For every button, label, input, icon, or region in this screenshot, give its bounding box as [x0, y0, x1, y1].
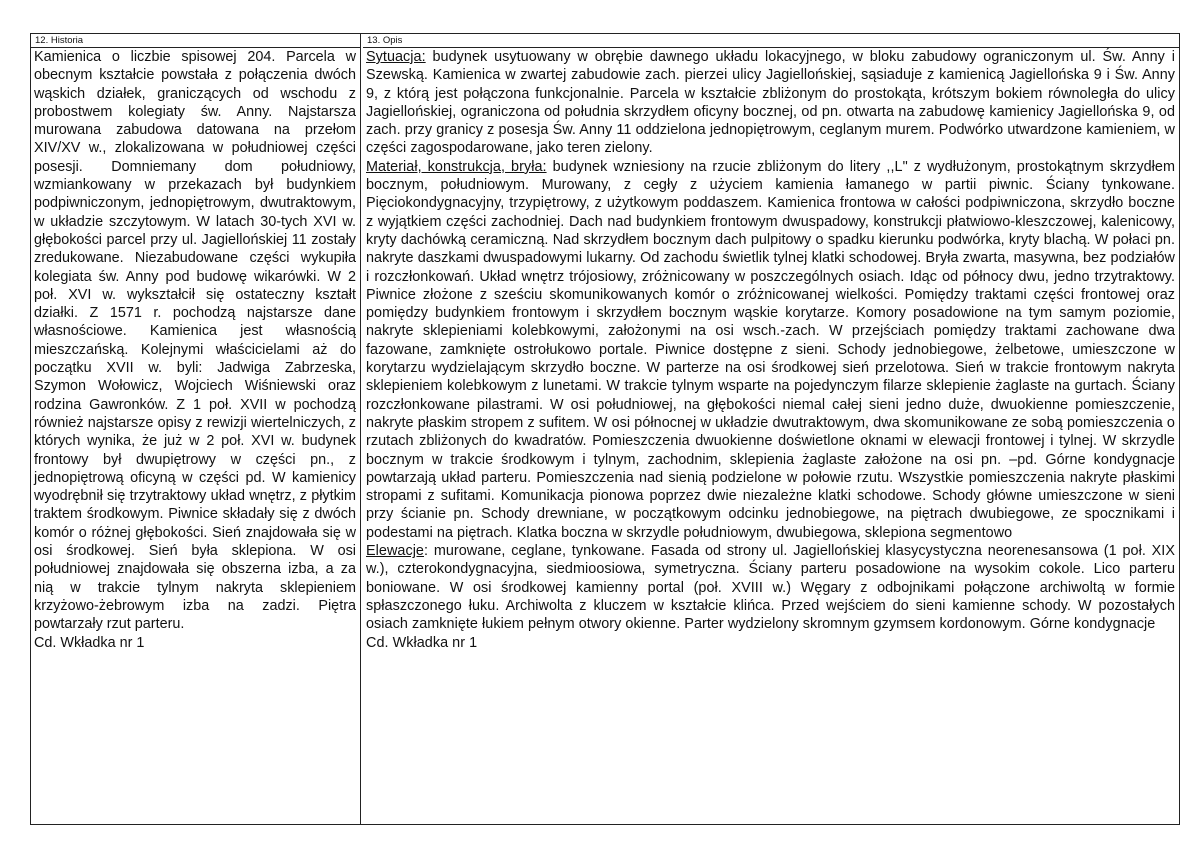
section-location-title: Sytuacja: — [366, 49, 426, 65]
section-elevations-title: Elewacje — [366, 543, 424, 560]
history-column — [31, 34, 361, 824]
section-elevations — [366, 542, 1175, 633]
description-body-container — [363, 48, 1179, 652]
history-body-container — [31, 48, 360, 652]
description-header: 13. Opis — [363, 34, 1179, 48]
history-text: Kamienica o liczbie spisowej 204. Parcela w obecnym kształcie powstała z połączenia dwóch wąskich działek, graniczących od wschodu z probostwem kolegiaty św. Anny. Najstarsza murowana zabudowa datowana na przełom XIV/XV w., zlokalizowana w południowej części posesji. Domniemany dom południowy, wzmiankowany w przekazach był budynkiem podpiwniczonym, jednopiętrowym, dwutraktowym, w układzie szczytowym. W latach 30-tych XVI w. głębokości parcel przy ul. Jagiellońskiej 11 zostały zredukowane. Niezabudowane części wykupiła kolegiata św. Anny pod budowę wikarówki. W 2 poł. XVI w. wykształcił się ostateczny kształt działki. Z 1571 r. pochodzą najstarsze dane własnościowe. Kamienica jest własnością mieszczańską. Kolejnymi właścicielami aż do początku XVII w. byli: Jadwiga Zabrzeska, Szymon Wołowicz, Wojciech Wiśniewski oraz rodzina Gawronków. Z 1 poł. XVII w pochodzą również najstarsze opisy z rewizji wiertelniczych, z których wynika, że już w 2 poł. XVI w. budynek frontowy był dwupiętrowy w części pn., z jednopiętrową oficyną w części pd. W kamienicy wyodrębnił się trzytraktowy układ wnętrz, z płytkim traktem środkowym. Piwnice składały się z dwóch komór o różnej głębokości. Sień znajdowała się w osi środkowej. Sień była sklepiona. W osi południowej znajdowała się obszerna izba, a za nią w trakcie tylnym nakryta sklepieniem krzyżowo-żebrowym izba na zadzi. Piętra powtarzały rzut parteru. — [34, 49, 356, 633]
section-construction-title: Materiał, konstrukcja, bryła: — [366, 158, 547, 175]
description-continued: Cd. Wkładka nr 1 — [366, 634, 478, 651]
history-continued: Cd. Wkładka nr 1 — [34, 634, 145, 651]
section-location-text: budynek usytuowany w obrębie dawnego układu lokacyjnego, w bloku zabudowy ograniczonym ul. Św. Anny i Szewską. Kamienica w zwartej zabudowie zach. pierzei ulicy Jagiellońskiej, sąsiaduje z kamienicą Jagiellońska 9 i Św. Anny 9, z którą jest połączona funkcjonalnie. Parcela w kształcie zbliżonym do prostokąta, krótszym bokiem równoległa do ulicy Jagiellońskiej, ograniczona od południa skrzydłem oficyny bocznej, od pn. otwarta na zabudowę kamienicy Jagiellońska 9, od zach. przy granicy z posesja Św. Anny 11 oddzielona jednopiętrowym, ceglanym murem. Podwórko utwardzone kamieniem, w części zagospodarowane, jako teren zielony. — [366, 49, 1175, 157]
form-sheet — [30, 33, 1180, 825]
section-location — [366, 48, 1175, 158]
history-header: 12. Historia — [31, 34, 360, 48]
section-elevations-text: : murowane, ceglane, tynkowane. Fasada od strony ul. Jagiellońskiej klasycystyczna neorenesansowa (1 poł. XIX w.), czterokondygnacyjna, siedmioosiowa, symetryczna. Ściany parteru posadowione na wysokim cokole. Lico parteru boniowane. W osi środkowej kamienny portal (poł. XVIII w.) Węgary z odbojnikami połączone archiwoltą w formie spłaszczonego łuku. Archiwolta z kluczem w kształcie klińca. Przed wejściem do sieni kamienne schody. W pozostałych osiach zamknięte łukiem pełnym otwory okienne. Parter wydzielony skromnym gzymsem kordonowym. Górne kondygnacje — [366, 543, 1175, 633]
section-construction — [366, 158, 1175, 542]
section-construction-text: budynek wzniesiony na rzucie zbliżonym do litery ,,L" z wydłużonym, prostokątnym skrzydłem bocznym, południowym. Murowany, z cegły z użyciem kamienia łamanego w partii piwnic. Ściany tynkowane. Pięciokondygnacyjny, trzypiętrowy, z użytkowym poddaszem. Kamienica frontowa w całości podpiwniczona, skrzydło boczne z wyjątkiem części zachodniej. Dach nad budynkiem frontowym dwuspadowy, konstrukcji płatwiowo-kleszczowej, kalenicowy, kryty dachówką ceramiczną. Nad skrzydłem bocznym dach pulpitowy o spadku kierunku podwórka, kryty blachą. W połaci pn. nakryte daszkami dwuspadowymi lukarny. Od zachodu świetlik tylnej klatki schodowej. Bryła zwarta, masywna, bez podziałów i rozczłonkowań. Układ wnętrz trójosiowy, zróżnicowany w poszczególnych osiach. Idąc od północy dwu, jedno trzytraktowy. Piwnice złożone z sześciu skomunikowanych komór o zróżnicowanej wielkości. Pomiędzy traktami części frontowej oraz pomiędzy budynkiem frontowym i skrzydłem bocznym wąskie korytarze. Komory posadowione na tym samym poziomie, nakryte sklepieniami kolebkowymi, założonymi na osi wsch.-zach. W przejściach pomiędzy traktami zachowane dwa fazowane, zamknięte ostrołukowo portale. Piwnice dostępne z sieni. Schody jednobiegowe, żelbetowe, umieszczone w korytarzu wydzielającym skrzydło boczne. W parterze na osi środkowej sień przelotowa. Sień w trakcie frontowym nakryta sklepieniem kolebkowym z lunetami. W trakcie tylnym wsparte na pojedynczym filarze sklepienie żaglaste na gurtach. Ściany rozczłonkowane pilastrami. W osi południowej, na głębokości niemal całej sieni jedno duże, dwuokienne pomieszczenie, nakryte płaskim stropem z sufitem. W osi północnej w układzie dwutraktowym, dwa skomunikowane ze sobą pomieszczenia o rzutach zbliżonych do kwadratów. Pomieszczenia dwuokienne doświetlone oknami w elewacji frontowej i tylnej. W skrzydle bocznym w trakcie środkowym i tylnym, zachodnim, sklepienia żaglaste założone na osi pn. –pd. Górne kondygnacje powtarzają układ parteru. Pomieszczenia nad sienią podzielone w połowie rzutu. Wszystkie pomieszczenia nakryte płaskimi stropami z sufitami. Komunikacja pionowa poprzez dwie niezależne klatki schodowe. Schody główne umieszczone w sieni przy ścianie pn. Schody drewniane, w początkowym odcinku jednobiegowe, na piętrach dwubiegowe, ze spocznikami i podestami na piętrach. Klatka boczna w skrzydle południowym, dwubiegowa, sklepiona segmentowo — [366, 158, 1175, 541]
description-column — [363, 34, 1179, 824]
